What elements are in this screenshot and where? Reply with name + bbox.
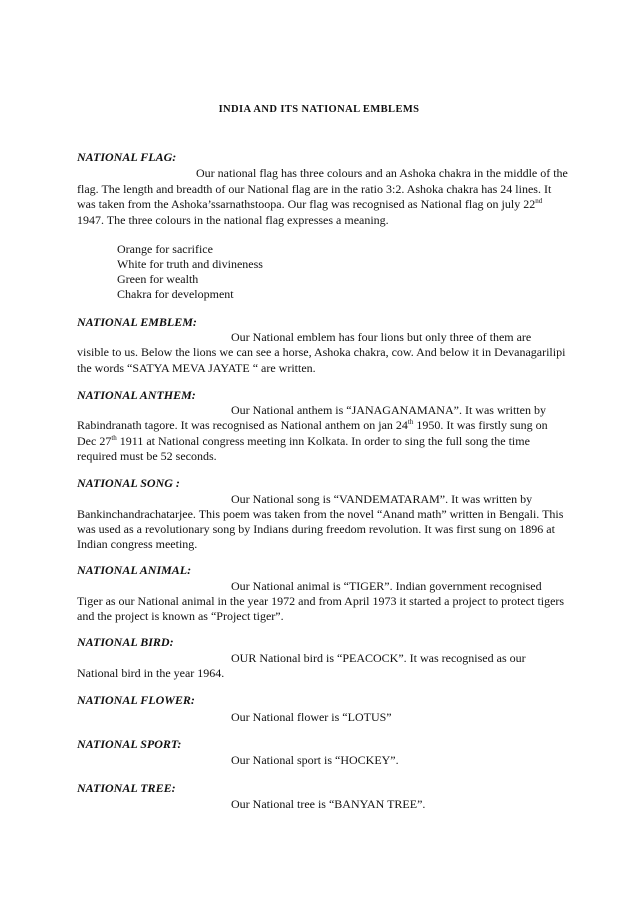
song-line-3: was used as a revolutionary song by Indians during freedom revolution. It was first sung on 1896 at [77, 522, 555, 536]
emblem-line-1: Our National emblem has four lions but only three of them are [231, 330, 532, 344]
anthem-line-2-sup: th [407, 418, 414, 426]
tree-heading: NATIONAL TREE: [77, 781, 176, 795]
anthem-line-1: Our National anthem is “JANAGANAMANA”. It was written by [231, 403, 546, 417]
flag-meaning: Chakra for development [117, 287, 234, 301]
flag-heading: NATIONAL FLAG: [77, 150, 177, 164]
song-line-4: Indian congress meeting. [77, 537, 198, 551]
anthem-line-3-sup: th [111, 434, 117, 442]
tree-line-1: Our National tree is “BANYAN TREE”. [231, 797, 426, 811]
anthem-line-2b: 1950. It was firstly sung on [413, 418, 548, 432]
bird-line-2: National bird in the year 1964. [77, 666, 225, 680]
anthem-line-2 [77, 418, 548, 432]
flag-line-3-sup: nd [535, 197, 543, 205]
flower-line-1: Our National flower is “LOTUS” [231, 710, 392, 724]
anthem-line-3a: Dec 27 [77, 434, 112, 448]
anthem-line-2a: Rabindranath tagore. It was recognised as National anthem on jan 24 [77, 418, 408, 432]
anthem-heading: NATIONAL ANTHEM: [77, 388, 196, 402]
emblem-line-2: visible to us. Below the lions we can see a horse, Ashoka chakra, cow. And below it in Devanagarilipi [77, 345, 566, 359]
animal-heading: NATIONAL ANIMAL: [77, 563, 192, 577]
flag-meaning: Green for wealth [117, 272, 199, 286]
bird-line-1: OUR National bird is “PEACOCK”. It was recognised as our [231, 651, 526, 665]
emblem-heading: NATIONAL EMBLEM: [77, 315, 197, 329]
emblem-line-3: the words “SATYA MEVA JAYATE “ are written. [77, 361, 316, 375]
flag-line-4: 1947. The three colours in the national flag expresses a meaning. [77, 213, 389, 227]
song-line-2: Bankinchandrachatarjee. This poem was taken from the novel “Anand math” written in Bengali. This [77, 507, 564, 521]
flag-line-3-text: was taken from the Ashoka’ssarnathstoopa. Our flag was recognised as National flag on july 22 [77, 197, 536, 211]
sport-line-1: Our National sport is “HOCKEY”. [231, 753, 399, 767]
sport-heading: NATIONAL SPORT: [77, 737, 182, 751]
anthem-line-4: required must be 52 seconds. [77, 449, 217, 463]
animal-line-3: and the project is known as “Project tiger”. [77, 609, 284, 623]
bird-heading: NATIONAL BIRD: [77, 635, 174, 649]
page-title: INDIA AND ITS NATIONAL EMBLEMS [218, 104, 420, 115]
flag-meaning: Orange for sacrifice [117, 242, 213, 256]
flag-line-2: flag. The length and breadth of our National flag are in the ratio 3:2. Ashoka chakra has 24 lines. It [77, 182, 552, 196]
song-heading: NATIONAL SONG : [77, 476, 180, 490]
flag-line-1: Our national flag has three colours and an Ashoka chakra in the middle of the [196, 166, 568, 180]
anthem-line-3 [77, 434, 530, 448]
flower-heading: NATIONAL FLOWER: [77, 693, 195, 707]
flag-line-3 [77, 197, 542, 211]
animal-line-1: Our National animal is “TIGER”. Indian government recognised [231, 579, 542, 593]
animal-line-2: Tiger as our National animal in the year 1972 and from April 1973 it started a project to protect tigers [77, 594, 565, 608]
flag-meaning: White for truth and divineness [117, 257, 263, 271]
anthem-line-3b: 1911 at National congress meeting inn Kolkata. In order to sing the full song the time [116, 434, 530, 448]
song-line-1: Our National song is “VANDEMATARAM”. It was written by [231, 492, 533, 506]
